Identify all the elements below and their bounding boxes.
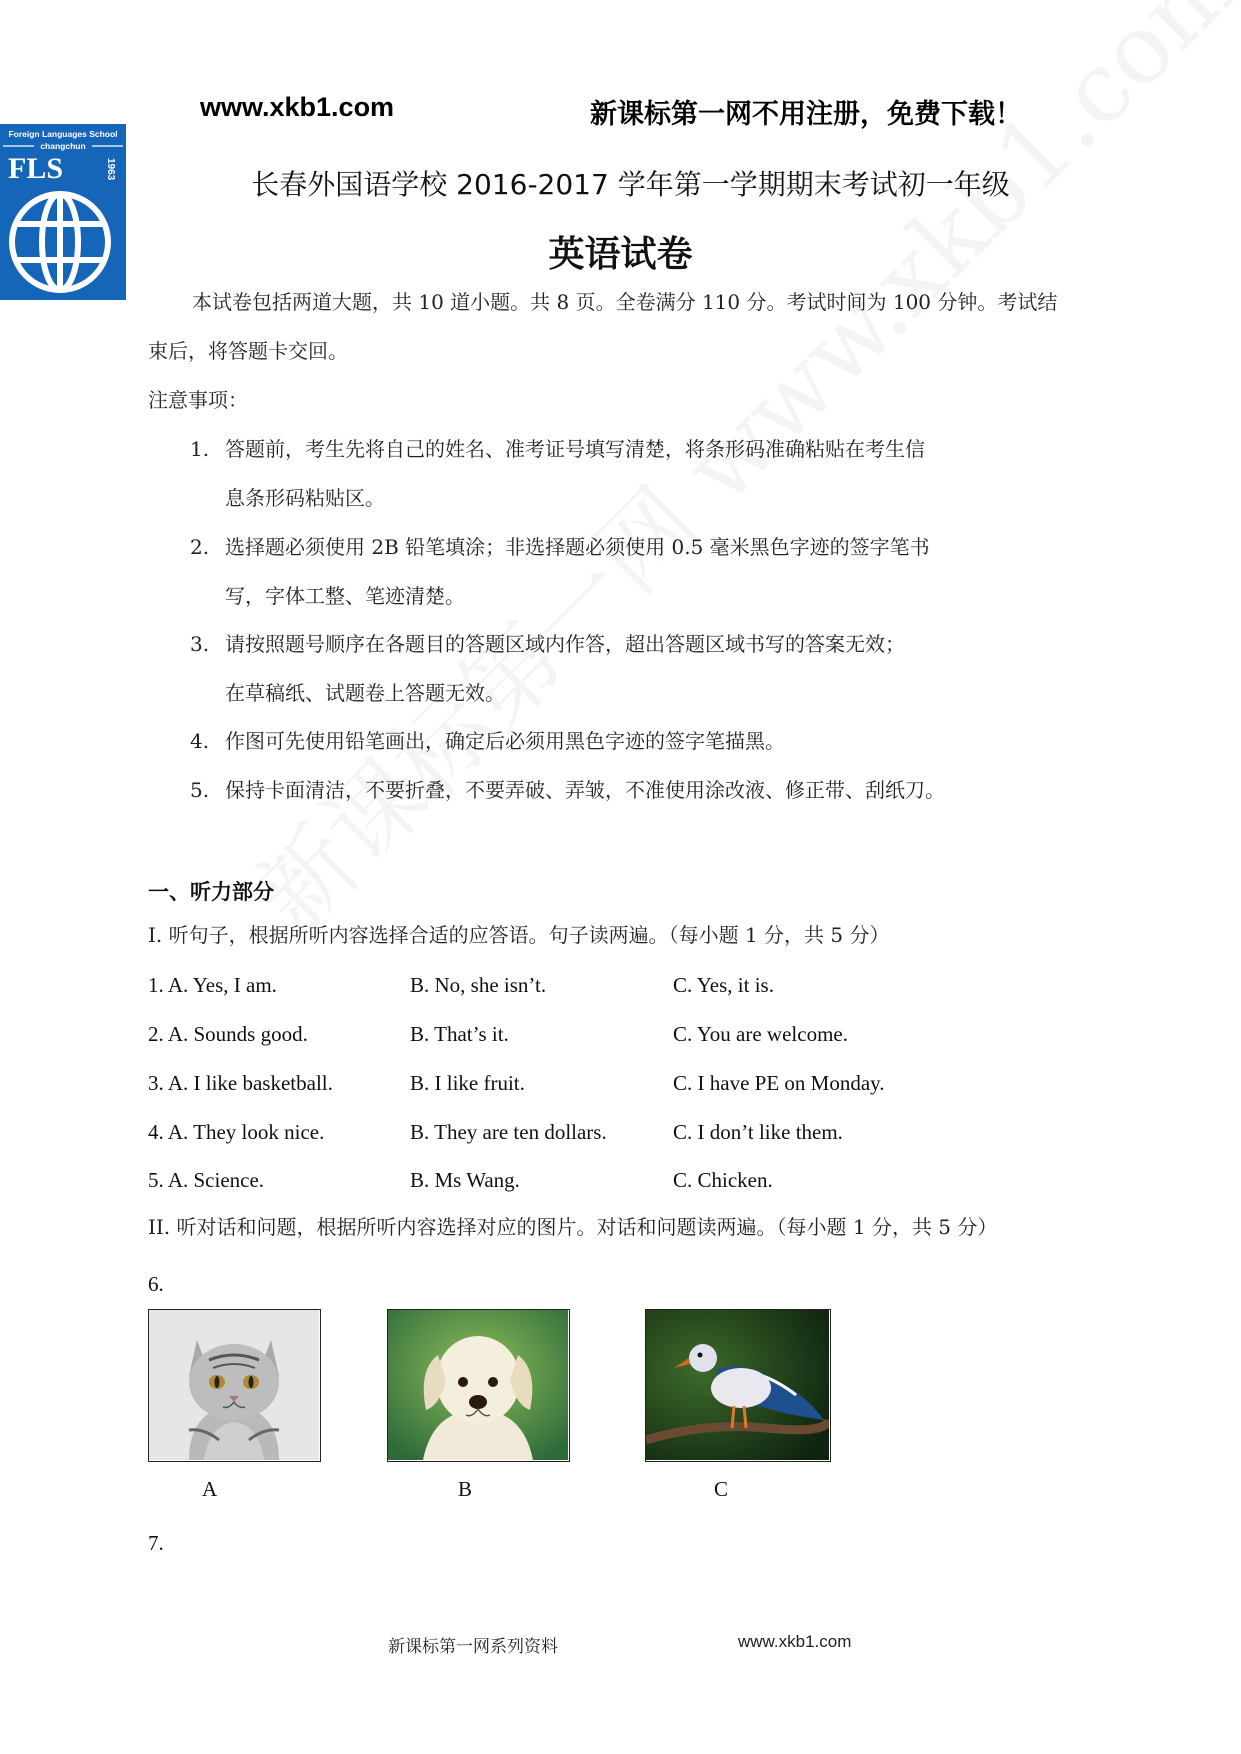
note-number: 1. (190, 437, 210, 461)
q2-option-c: C. You are welcome. (673, 1022, 848, 1046)
q5-option-a: 5. A. Science. (148, 1168, 265, 1192)
picture-b-label: B (458, 1477, 473, 1501)
puppy-icon (388, 1310, 568, 1460)
logo-city-text: changchun (40, 141, 86, 151)
q5-option-c: C. Chicken. (673, 1168, 773, 1192)
picture-c-bird (645, 1309, 831, 1462)
q1-option-c: C. Yes, it is. (673, 973, 774, 997)
note-number: 3. (190, 632, 210, 656)
q2-option-b: B. That’s it. (410, 1022, 509, 1046)
q5-option-b: B. Ms Wang. (410, 1168, 520, 1192)
section-heading: 一、听力部分 (148, 880, 274, 904)
bird-icon (646, 1310, 829, 1460)
q2-option-a: 2. A. Sounds good. (148, 1022, 308, 1046)
picture-b-puppy (387, 1309, 570, 1462)
q4-option-c: C. I don’t like them. (673, 1120, 843, 1144)
question-6-number: 6. (148, 1272, 164, 1296)
cat-icon (149, 1310, 319, 1460)
school-title: 长春外国语学校 2016-2017 学年第一学期期末考试初一年级 (251, 168, 1010, 201)
note-2-line-1: 选择题必须使用 2B 铅笔填涂；非选择题必须使用 0.5 毫米黑色字迹的签字笔书 (225, 535, 930, 559)
q3-option-b: B. I like fruit. (410, 1071, 525, 1095)
picture-a-label: A (202, 1477, 218, 1501)
header-slogan: 新课标第一网不用注册，免费下载！ (590, 99, 1022, 130)
note-2-line-2: 写，字体工整、笔迹清楚。 (225, 584, 465, 608)
footer-site-url[interactable]: www.xkb1.com (738, 1632, 852, 1651)
note-1-line-1: 答题前，考生先将自己的姓名、准考证号填写清楚，将条形码准确粘贴在考生信 (225, 437, 925, 461)
note-3-line-1: 请按照题号顺序在各题目的答题区域内作答，超出答题区域书写的答案无效； (225, 632, 905, 656)
q3-option-a: 3. A. I like basketball. (148, 1071, 333, 1095)
part2-instruction: II. 听对话和问题，根据所听内容选择对应的图片。对话和问题读两遍。（每小题 1 分，共 5 分） (148, 1215, 998, 1239)
picture-c-label: C (714, 1477, 729, 1501)
logo-acronym: FLS (8, 152, 64, 185)
q4-option-a: 4. A. They look nice. (148, 1120, 325, 1144)
part1-instruction: I. 听句子，根据所听内容选择合适的应答语。句子读两遍。（每小题 1 分，共 5 分） (148, 923, 890, 947)
logo-top-text: Foreign Languages School (8, 129, 118, 139)
footer-left-text: 新课标第一网系列资料 (388, 1637, 558, 1657)
intro-line-1: 本试卷包括两道大题，共 10 道小题。共 8 页。全卷满分 110 分。考试时间为 100 分钟。考试结 (192, 290, 1058, 314)
picture-a-cat (148, 1309, 321, 1462)
note-number: 2. (190, 535, 210, 559)
q1-option-a: 1. A. Yes, I am. (148, 973, 277, 997)
logo-year: 1963 (105, 158, 116, 181)
note-1-line-2: 息条形码粘贴区。 (225, 486, 385, 510)
note-number: 4. (190, 729, 210, 753)
watermark (220, 0, 1241, 957)
q3-option-c: C. I have PE on Monday. (673, 1071, 885, 1095)
question-7-number: 7. (148, 1531, 164, 1555)
notes-heading: 注意事项： (148, 388, 248, 412)
intro-line-2: 束后，将答题卡交回。 (148, 339, 348, 363)
note-5-line-1: 保持卡面清洁，不要折叠，不要弄破、弄皱，不准使用涂改液、修正带、刮纸刀。 (225, 778, 945, 802)
q1-option-b: B. No, she isn’t. (410, 973, 547, 997)
note-4-line-1: 作图可先使用铅笔画出，确定后必须用黑色字迹的签字笔描黑。 (225, 729, 785, 753)
paper-title: 英语试卷 (548, 234, 693, 275)
note-number: 5. (190, 778, 210, 802)
note-3-line-2: 在草稿纸、试题卷上答题无效。 (225, 681, 505, 705)
q4-option-b: B. They are ten dollars. (410, 1120, 607, 1144)
header-site-url[interactable]: www.xkb1.com (200, 92, 395, 122)
